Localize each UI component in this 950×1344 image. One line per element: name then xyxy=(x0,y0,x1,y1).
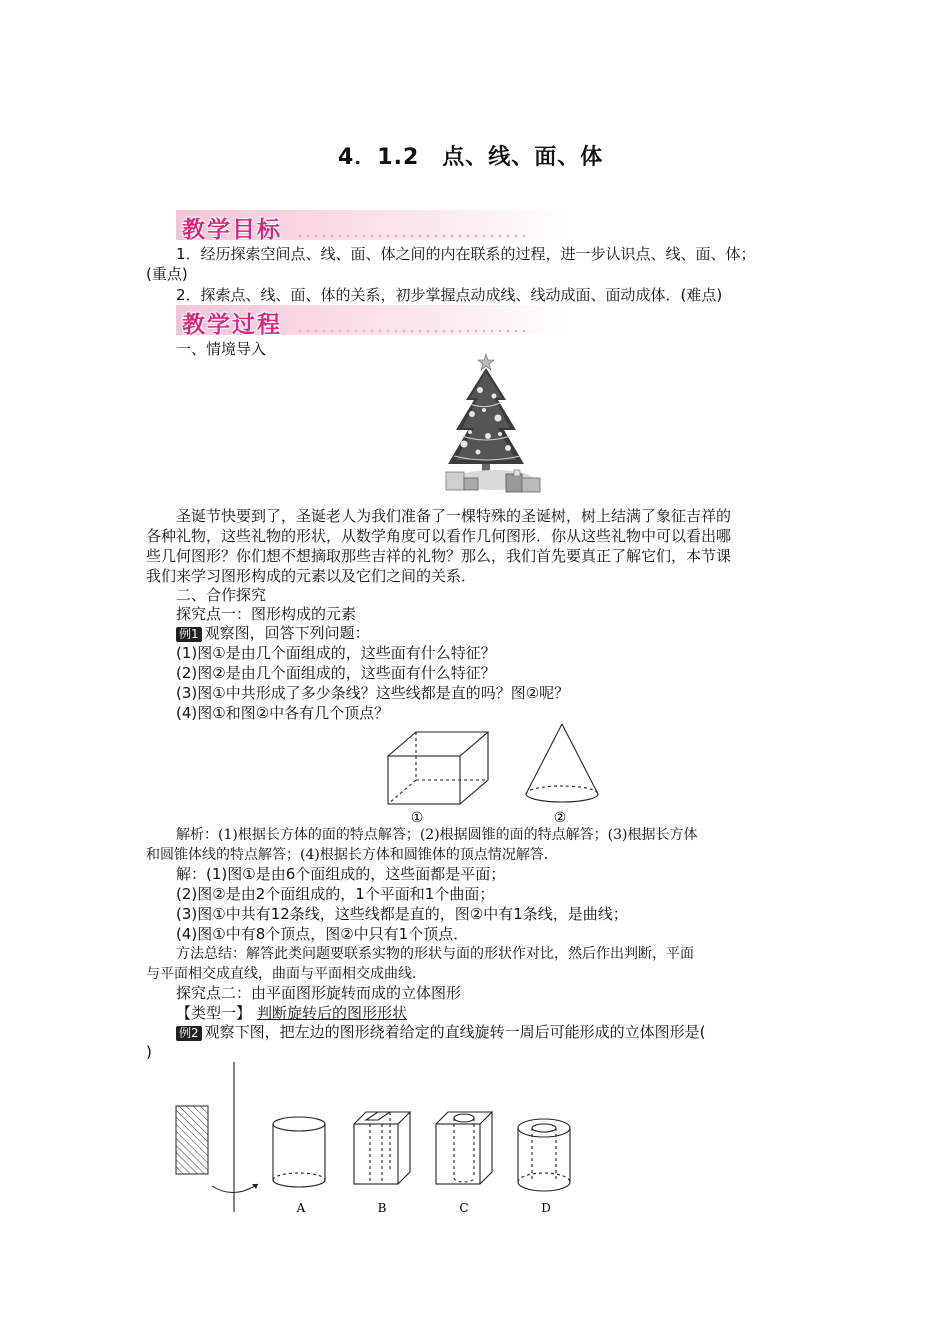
answer-3: (3)图①中共有12条线，这些线都是直的，图②中有1条线，是曲线； xyxy=(176,905,628,923)
option-label-a: A xyxy=(296,1201,306,1215)
question-2: (2)图②是由几个面组成的，这些面有什么特征？ xyxy=(176,664,496,682)
banner-teaching-process-label: 教学过程 xyxy=(182,312,282,338)
answer-4: (4)图①中有8个顶点，图②中只有1个顶点． xyxy=(176,925,469,943)
christmas-tree-image xyxy=(440,352,548,502)
type-1-heading xyxy=(176,1003,407,1023)
intro-line-2: 各种礼物，这些礼物的形状，从数学角度可以看作几何图形．你从这些礼物中可以看出哪 xyxy=(146,527,732,545)
example-2 xyxy=(176,1022,706,1042)
goal-1-line1: 1．经历探索空间点、线、面、体之间的内在联系的过程，进一步认识点、线、面、体； xyxy=(176,245,756,263)
example-2-text: 观察下图，把左边的图形绕着给定的直线旋转一周后可能形成的立体图形是( xyxy=(204,1023,706,1041)
figure-rotation-options xyxy=(166,1058,586,1218)
figure-label-2: ② xyxy=(553,810,567,826)
star-icon xyxy=(478,354,494,370)
banner-teaching-process xyxy=(176,305,570,338)
answer-2: (2)图②是由2个面组成的，1个平面和1个曲面； xyxy=(176,885,495,903)
method-summary-line-1: 方法总结：解答此类问题要联系实物的形状与面的形状作对比，然后作出判断，平面 xyxy=(176,946,694,962)
analysis-line-1: 解析：(1)根据长方体的面的特点解答；(2)根据圆锥的面的特点解答；(3)根据长方体 xyxy=(176,827,698,843)
inquiry-point-1: 探究点一：图形构成的元素 xyxy=(176,605,357,623)
question-1: (1)图①是由几个面组成的，这些面有什么特征？ xyxy=(176,644,496,662)
answer-1: 解：(1)图①是由6个面组成的，这些面都是平面； xyxy=(176,865,506,883)
section-situation-intro: 一、情境导入 xyxy=(176,340,267,358)
example-1 xyxy=(176,623,370,643)
banner-dots xyxy=(296,329,530,333)
method-summary-line-2: 与平面相交成直线，曲面与平面相交成曲线． xyxy=(146,966,426,982)
hatched-rectangle xyxy=(176,1106,208,1174)
question-3: (3)图①中共形成了多少条线？这些线都是直的吗？图②呢？ xyxy=(176,684,570,702)
intro-line-3: 些几何图形？你们想不想摘取那些吉祥的礼物？那么，我们首先要真正了解它们，本节课 xyxy=(146,547,732,565)
figure-label-1: ① xyxy=(410,810,424,826)
question-4: (4)图①和图②中各有几个顶点？ xyxy=(176,704,390,722)
type-1-title: 判断旋转后的图形形状 xyxy=(257,1004,408,1022)
banner-teaching-goals-label: 教学目标 xyxy=(182,217,282,243)
option-d-hollow-cylinder xyxy=(518,1119,570,1191)
intro-line-1: 圣诞节快要到了，圣诞老人为我们准备了一棵特殊的圣诞树，树上结满了象征吉祥的 xyxy=(176,507,732,525)
option-c-box-cylinder xyxy=(436,1112,492,1184)
example-2-bracket: ) xyxy=(146,1043,152,1061)
intro-line-4: 我们来学习图形构成的元素以及它们之间的关系． xyxy=(146,567,477,585)
example-1-label: 例1 xyxy=(176,627,202,642)
option-label-b: B xyxy=(377,1201,387,1215)
example-1-text: 观察图，回答下列问题： xyxy=(204,624,370,642)
type-1-prefix: 【类型一】 xyxy=(176,1004,252,1022)
option-b-box xyxy=(354,1112,410,1184)
rotation-arrow-icon xyxy=(212,1184,258,1193)
figure-cuboid-cone xyxy=(380,716,600,826)
cuboid-figure xyxy=(388,732,488,804)
goal-1-line2: (重点) xyxy=(146,265,188,283)
banner-dots xyxy=(296,234,530,238)
banner-teaching-goals xyxy=(176,210,570,243)
inquiry-point-2: 探究点二：由平面图形旋转而成的立体图形 xyxy=(176,984,462,1002)
option-label-c: C xyxy=(459,1201,469,1215)
page-title: 4．1.2 点、线、面、体 xyxy=(338,145,604,170)
cone-figure xyxy=(526,724,598,802)
example-2-label: 例2 xyxy=(176,1026,202,1041)
section-cooperative-inquiry: 二、合作探究 xyxy=(176,586,267,604)
goal-2: 2．探索点、线、面、体的关系，初步掌握点动成线、线动成面、面动成体．(难点) xyxy=(176,286,723,304)
option-a-cylinder xyxy=(273,1117,325,1187)
analysis-line-2: 和圆锥体线的特点解答；(4)根据长方体和圆锥体的顶点情况解答． xyxy=(146,847,558,863)
option-label-d: D xyxy=(541,1201,551,1215)
